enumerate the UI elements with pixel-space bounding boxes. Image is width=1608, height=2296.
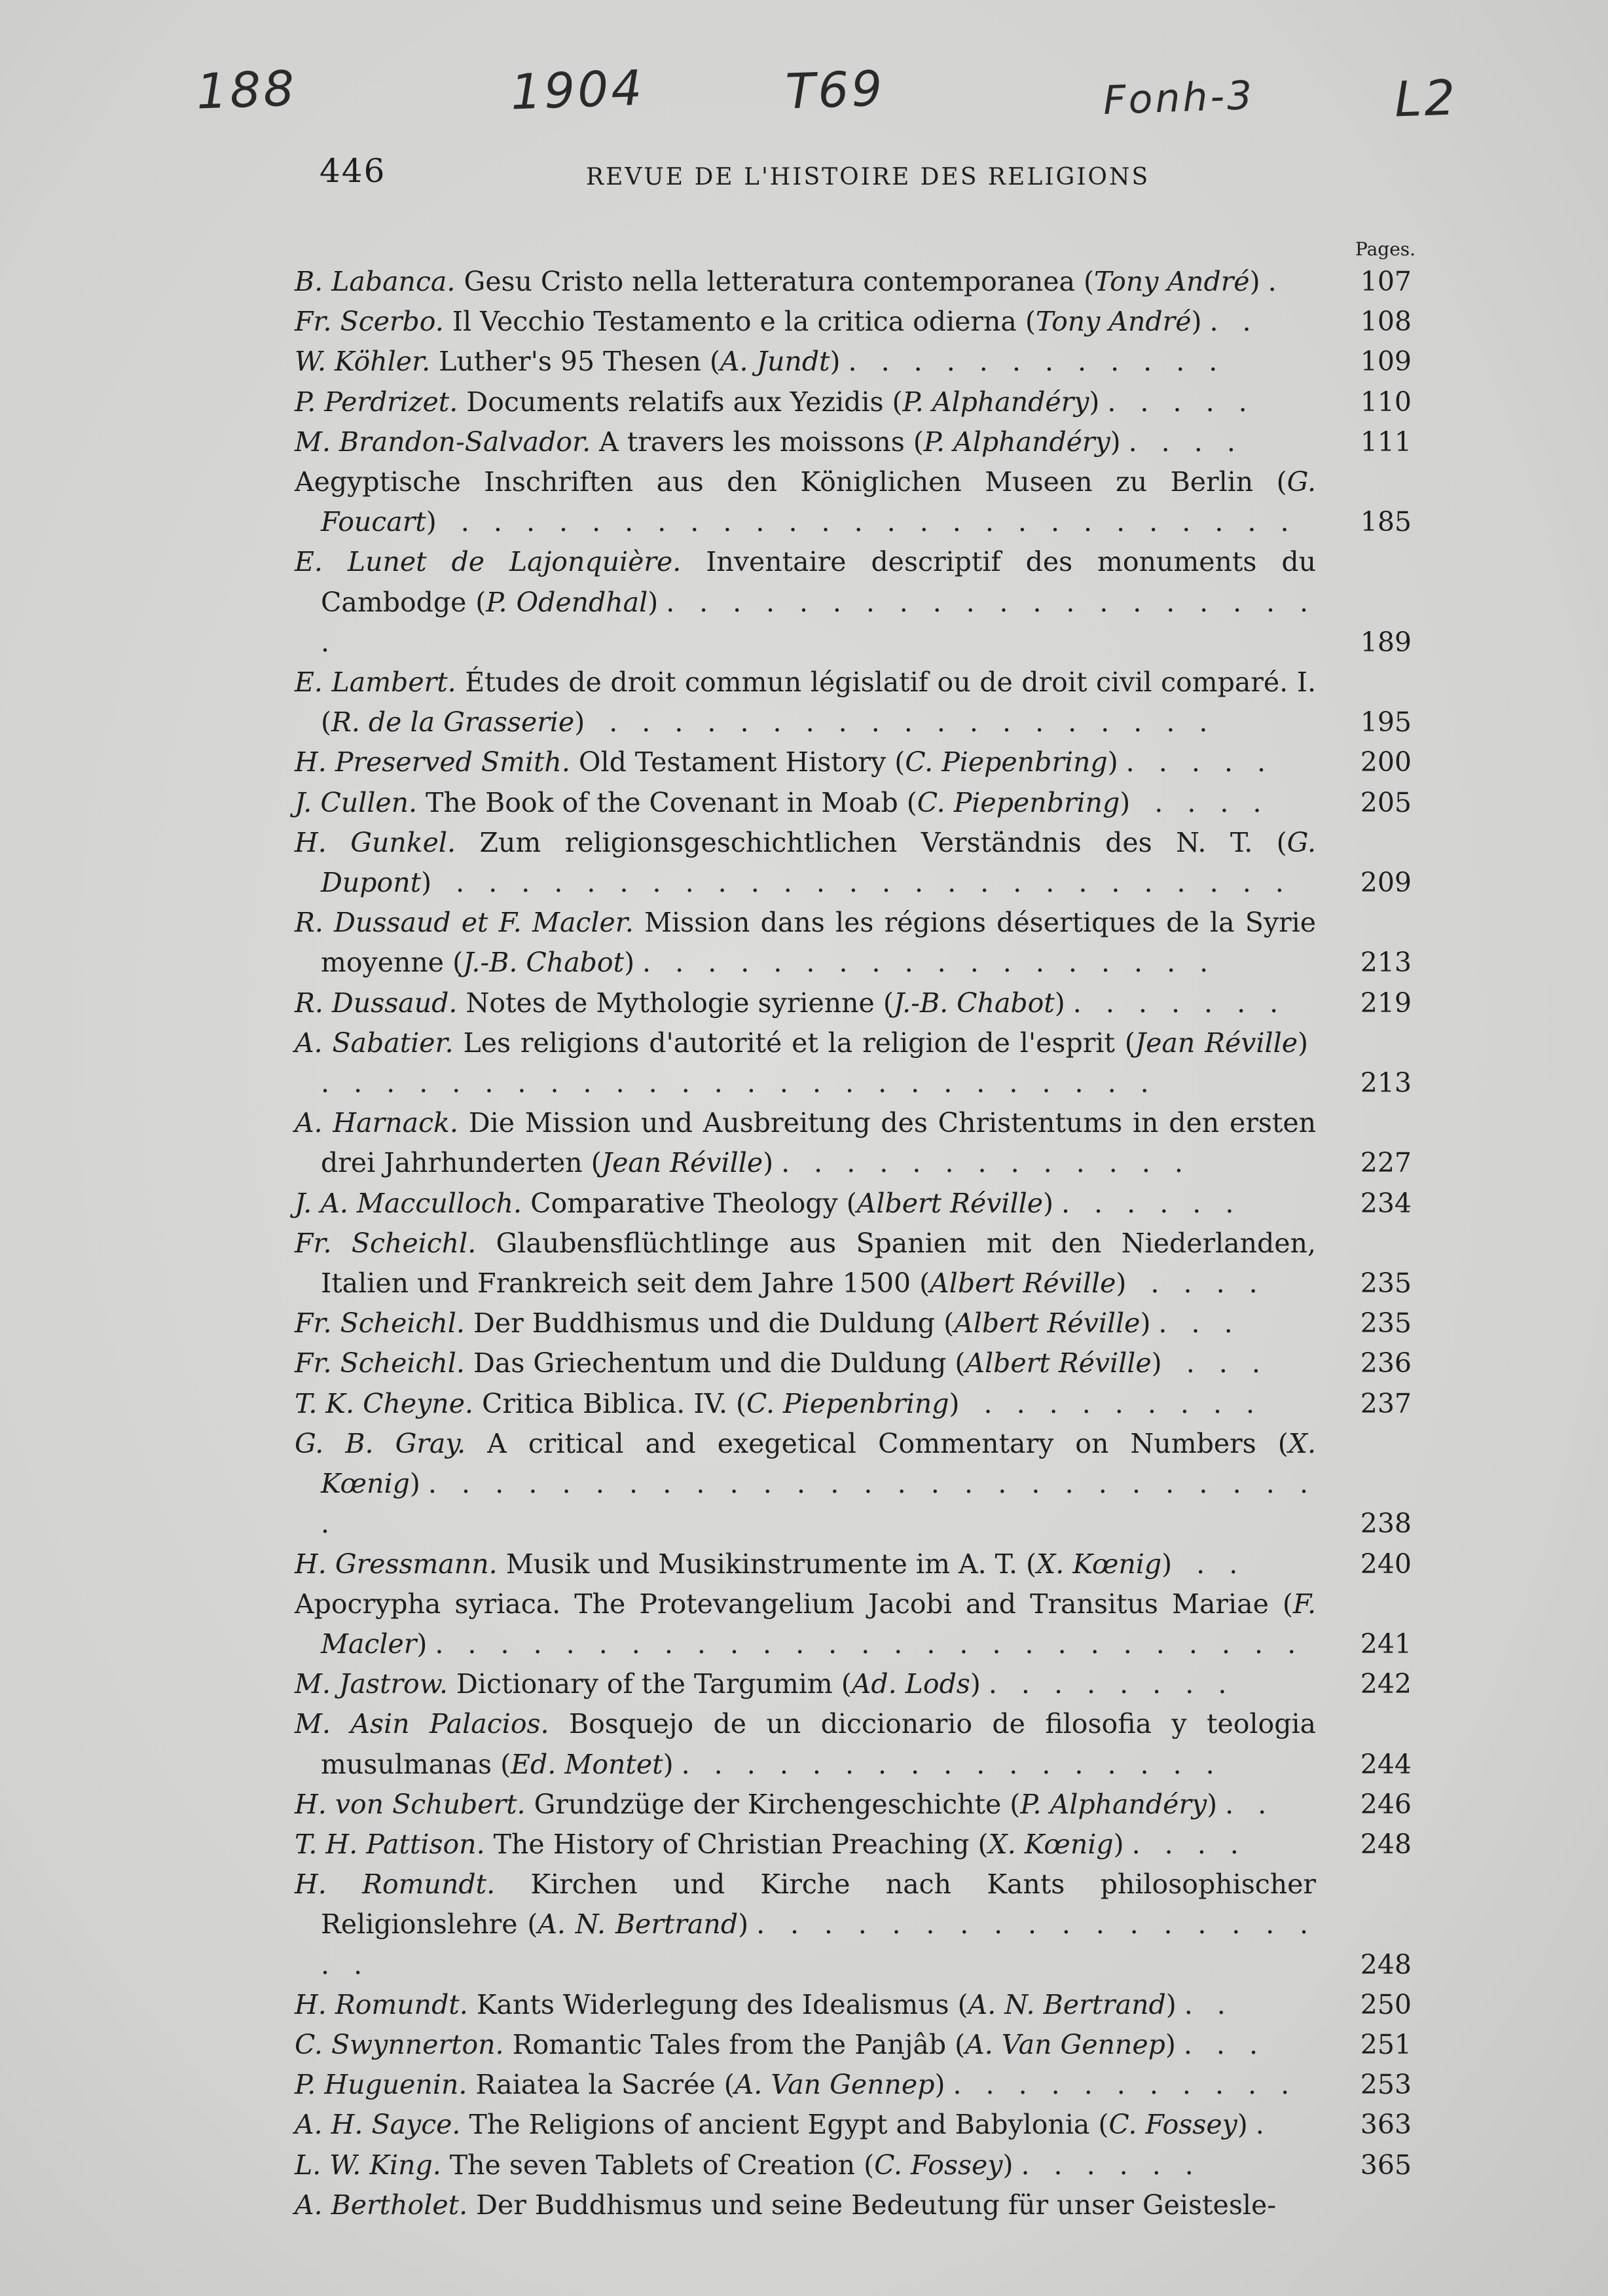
entry-page-number: 237 [1360, 1387, 1412, 1419]
entry-reviewer: C. Fossey [874, 2149, 1003, 2181]
entry-page-number: 242 [1360, 1668, 1412, 1700]
entry-title: Dictionary of the Targumim ( [448, 1668, 852, 1700]
entry-title: The seven Tablets of Creation ( [441, 2149, 875, 2181]
entry-author: A. Sabatier. [295, 1027, 454, 1059]
entry-leader: ) . . . . . . . . . . . . . . . . . . . . . . . . . . [421, 867, 1292, 899]
index-entry [295, 1103, 1421, 1183]
entry-leader: ). . . . [1110, 426, 1243, 458]
entry-author: Fr. Scheichl. [295, 1227, 477, 1259]
entry-author: P. Perdrizet. [295, 386, 458, 418]
index-entry [295, 1785, 1421, 1825]
entry-page-number: 109 [1360, 346, 1412, 378]
entry-title: Il Vecchio Testamento e la critica odierna ( [443, 306, 1036, 338]
entry-leader: ). . . . . [1107, 746, 1273, 778]
entry-leader: ). . . . . . . . [970, 1668, 1235, 1700]
index-entry [295, 1664, 1421, 1704]
entry-reviewer: J.-B. Chabot [893, 987, 1055, 1019]
entry-page-number: 253 [1360, 2069, 1412, 2101]
entry-title: Documents relatifs aux Yezidis ( [458, 386, 903, 418]
entry-page-number: 195 [1360, 706, 1412, 738]
entry-reviewer: Tony André [1094, 266, 1250, 297]
index-entry [295, 2105, 1421, 2145]
index-entry [295, 462, 1421, 542]
entry-author: M. Asin Palacios. [295, 1708, 549, 1740]
entry-title: Mission dans les régions désertiques de la Syrie moyenne ( [321, 907, 1316, 979]
handwritten-note: L2 [1393, 69, 1459, 128]
index-entry [295, 1384, 1421, 1424]
entry-page-number: 235 [1360, 1307, 1412, 1339]
entry-leader: ) . . . . . . . . . [949, 1387, 1263, 1419]
entry-title: Kants Widerlegung des Idealismus ( [467, 1988, 968, 2020]
entry-page-number: 240 [1360, 1548, 1412, 1580]
index-entry [295, 542, 1421, 663]
entry-author: J. A. Macculloch. [295, 1187, 522, 1219]
entry-author: T. H. Pattison. [295, 1828, 485, 1860]
entry-title: Zum religionsgeschichtlichen Verständnis des N. T. ( [456, 826, 1287, 858]
entry-title: Kirchen und Kirche nach Kants philosophischer Religionslehre ( [321, 1868, 1316, 1941]
review-index-list [295, 262, 1421, 2225]
entry-leader: ). . . [1165, 2028, 1266, 2060]
index-entry [295, 2185, 1421, 2225]
index-entry [295, 1184, 1421, 1224]
entry-title: Das Griechentum und die Duldung ( [464, 1347, 966, 1379]
entry-page-number: 110 [1360, 386, 1412, 418]
index-entry [295, 1023, 1421, 1103]
entry-author: Fr. Scerbo. [295, 306, 444, 338]
entry-page-number: 236 [1360, 1347, 1412, 1379]
entry-leader: ) . . . . [1116, 1267, 1266, 1300]
entry-reviewer: Albert Réville [965, 1347, 1152, 1379]
entry-author: A. H. Sayce. [295, 2109, 461, 2141]
entry-title: The Book of the Covenant in Moab ( [417, 786, 917, 818]
entry-author: J. Cullen. [295, 786, 418, 818]
entry-author: H. Romundt. [295, 1988, 468, 2020]
entry-reviewer: X. Kœnig [988, 1828, 1114, 1860]
index-entry [295, 1343, 1421, 1383]
entry-page-number: 246 [1360, 1788, 1412, 1820]
index-entry [295, 663, 1421, 742]
entry-reviewer: Ad. Lods [851, 1668, 970, 1700]
index-entry [295, 302, 1421, 342]
entry-page-number: 241 [1360, 1628, 1412, 1660]
entry-page-number: 234 [1360, 1187, 1412, 1219]
entry-title: The History of Christian Preaching ( [484, 1828, 989, 1860]
entry-leader: ). . . . . . [1002, 2149, 1201, 2181]
handwritten-note: 1904 [509, 60, 646, 121]
index-entry [295, 783, 1421, 823]
entry-reviewer: P. Alphandéry [1020, 1788, 1207, 1820]
entry-page-number: 363 [1360, 2109, 1412, 2141]
index-entry [295, 262, 1421, 302]
entry-title: Apocrypha syriaca. The Protevangelium Jacobi and Transitus Mariae ( [295, 1588, 1293, 1620]
entry-author: H. von Schubert. [295, 1788, 526, 1820]
entry-author: A. Harnack. [295, 1107, 458, 1139]
index-entry [295, 2145, 1421, 2185]
index-entry [295, 382, 1421, 422]
index-entry [295, 1825, 1421, 1865]
index-entry [295, 1544, 1421, 1584]
entry-reviewer: G. Foucart [321, 466, 1316, 538]
entry-reviewer: Ed. Montet [511, 1748, 663, 1780]
entry-reviewer: Albert Réville [856, 1187, 1043, 1219]
entry-title: Der Buddhismus und seine Bedeutung für unser Geistesle- [467, 2189, 1277, 2221]
entry-page-number: 189 [1360, 626, 1412, 658]
entry-author: Fr. Scheichl. [295, 1347, 465, 1379]
entry-leader: ) . . [1161, 1548, 1246, 1580]
index-entry [295, 1985, 1421, 2025]
entry-reviewer: A. Jundt [720, 346, 830, 378]
entry-reviewer: A. N. Bertrand [538, 1908, 739, 1941]
entry-title: Luther's 95 Thesen ( [430, 346, 720, 378]
entry-page-number: 185 [1360, 506, 1412, 538]
entry-leader: ). . . . . . . . . . . . . . . . . [663, 1748, 1222, 1780]
entry-title: Aegyptische Inschriften aus den Königlichen Museen zu Berlin ( [295, 466, 1287, 498]
entry-title: Comparative Theology ( [522, 1187, 857, 1219]
entry-title: The Religions of ancient Egypt and Babylonia ( [460, 2109, 1109, 2141]
entry-page-number: 248 [1360, 1948, 1412, 1980]
entry-title: Critica Biblica. IV. ( [473, 1387, 747, 1419]
entry-title: A critical and exegetical Commentary on Numbers ( [466, 1427, 1288, 1459]
entry-reviewer: F. Macler [321, 1588, 1316, 1660]
entry-page-number: 248 [1360, 1828, 1412, 1860]
entry-reviewer: A. Van Gennep [734, 2069, 935, 2101]
entry-reviewer: Jean Réville [601, 1147, 763, 1179]
entry-title: Glaubensflüchtlinge aus Spanien mit den Niederlanden, Italien und Frankreich seit dem Jahre 1500 ( [321, 1227, 1316, 1300]
entry-page-number: 200 [1360, 746, 1412, 778]
entry-leader: ) . . . . . . . . . . . . . . . . . . . [574, 706, 1216, 738]
entry-leader: ). . . . . . [1043, 1187, 1242, 1219]
entry-reviewer: A. N. Bertrand [968, 1988, 1166, 2020]
entry-leader: ). . . [1140, 1307, 1241, 1339]
entry-author: A. Bertholet. [295, 2189, 468, 2221]
entry-author: R. Dussaud. [295, 987, 458, 1019]
entry-title: Grundzüge der Kirchengeschichte ( [525, 1788, 1021, 1820]
entry-title: Études de droit commun législatif ou de droit civil comparé. I. ( [321, 666, 1316, 738]
running-title: REVUE DE L'HISTOIRE DES RELIGIONS [586, 164, 1150, 191]
entry-title: Old Testament History ( [570, 746, 905, 778]
page-number: 446 [320, 152, 386, 190]
index-entry [295, 903, 1421, 983]
index-entry [295, 2025, 1421, 2065]
index-entry [295, 1865, 1421, 1985]
index-entry [295, 1303, 1421, 1343]
entry-page-number: 213 [1360, 947, 1412, 979]
entry-leader: ). . . . [1113, 1828, 1247, 1860]
entry-author: B. Labanca. [295, 266, 456, 297]
entry-page-number: 227 [1360, 1147, 1412, 1179]
index-entry [295, 983, 1421, 1023]
handwritten-note: Fonh-3 [1102, 72, 1256, 124]
entry-leader: ). [1237, 2109, 1272, 2141]
entry-title: Gesu Cristo nella letteratura contemporanea ( [455, 266, 1094, 297]
entry-author: Fr. Scheichl. [295, 1307, 465, 1339]
index-entry [295, 823, 1421, 903]
handwritten-note: T69 [784, 60, 886, 120]
entry-title: Inventaire descriptif des monuments du Cambodge ( [321, 546, 1316, 618]
entry-reviewer: X. Kœnig [1036, 1548, 1162, 1580]
entry-leader: ). . [1191, 306, 1259, 338]
entry-author: T. K. Cheyne. [295, 1387, 473, 1419]
entry-leader: ). . . . . . . [1054, 987, 1287, 1019]
entry-leader: ) . . . [1151, 1347, 1268, 1379]
handwritten-note: 188 [195, 60, 298, 120]
entry-reviewer: Albert Réville [954, 1307, 1141, 1339]
entry-reviewer: C. Fossey [1108, 2109, 1237, 2141]
index-entry [295, 342, 1421, 382]
entry-page-number: 235 [1360, 1267, 1412, 1300]
entry-page-number: 213 [1360, 1067, 1412, 1099]
entry-reviewer: G. Dupont [321, 826, 1316, 899]
entry-author: M. Brandon-Salvador. [295, 426, 591, 458]
entry-page-number: 205 [1360, 786, 1412, 818]
entry-reviewer: Tony André [1035, 306, 1192, 338]
entry-leader: ). . . . . . . . . . . . . . . . . . [624, 947, 1216, 979]
entry-leader: ). . . . . . . . . . . . . . . . . . . . . . . . . . . . [321, 1468, 1316, 1540]
entry-reviewer: X. Kœnig [321, 1427, 1316, 1500]
entry-author: L. W. King. [295, 2149, 441, 2181]
entry-title: A travers les moissons ( [591, 426, 924, 458]
entry-reviewer: Albert Réville [930, 1267, 1116, 1300]
entry-author: W. Köhler. [295, 346, 431, 378]
entry-leader: ). . . . . . . . . . . . [830, 346, 1226, 378]
entry-leader: ). . . . . . . . . . . . . . . . . . . . . . . . . . . [416, 1628, 1304, 1660]
entry-author: H. Romundt. [295, 1868, 496, 1901]
entry-title: Les religions d'autorité et la religion de l'esprit ( [453, 1027, 1135, 1059]
entry-leader: ) . . . . [1120, 786, 1270, 818]
entry-title: Musik und Musikinstrumente im A. T. ( [497, 1548, 1037, 1580]
entry-leader: ). . . . . . . . . . . . . . . . . . . . . [321, 586, 1316, 658]
entry-leader: ) . . . . . . . . . . . . . . . . . . . . . . . . . . [321, 1027, 1317, 1099]
entry-title: Raiatea la Sacrée ( [467, 2069, 735, 2101]
entry-page-number: 111 [1360, 426, 1412, 458]
entry-reviewer: J.-B. Chabot [463, 947, 625, 979]
entry-reviewer: P. Odendhal [486, 586, 648, 618]
index-entry [295, 422, 1421, 462]
entry-author: P. Huguenin. [295, 2069, 467, 2101]
index-entry [295, 2065, 1421, 2105]
entry-title: Die Mission und Ausbreitung des Christentums in den ersten drei Jahrhunderten ( [321, 1107, 1316, 1179]
entry-author: E. Lunet de Lajonquière. [295, 546, 682, 578]
entry-page-number: 219 [1360, 987, 1412, 1019]
entry-leader: ). . . . . . . . . . . . . . . . . . . [321, 1908, 1316, 1980]
index-entry [295, 1704, 1421, 1784]
pages-column-label: Pages. [1355, 238, 1416, 260]
entry-reviewer: A. Van Gennep [965, 2028, 1165, 2060]
entry-leader: ). . . . . [1089, 386, 1255, 418]
entry-page-number: 250 [1360, 1988, 1412, 2020]
entry-reviewer: P. Alphandéry [923, 426, 1110, 458]
entry-leader: ) . . . . . . . . . . . . . . . . . . . . . . . . . . [426, 506, 1297, 538]
entry-author: H. Preserved Smith. [295, 746, 570, 778]
entry-author: G. B. Gray. [295, 1427, 466, 1459]
entry-page-number: 107 [1360, 266, 1412, 297]
entry-leader: ). . . . . . . . . . . [934, 2069, 1298, 2101]
entry-title: Bosquejo de un diccionario de filosofia y teologia musulmanas ( [321, 1708, 1316, 1780]
entry-reviewer: C. Piepenbring [905, 746, 1108, 778]
entry-page-number: 251 [1360, 2028, 1412, 2060]
entry-page-number: 365 [1360, 2149, 1412, 2181]
entry-reviewer: R. de la Grasserie [331, 706, 575, 738]
entry-title: Notes de Mythologie syrienne ( [457, 987, 894, 1019]
entry-leader: ). . [1165, 1988, 1233, 2020]
entry-page-number: 209 [1360, 867, 1412, 899]
entry-reviewer: C. Piepenbring [917, 786, 1120, 818]
entry-reviewer: P. Alphandéry [902, 386, 1089, 418]
entry-author: E. Lambert. [295, 666, 456, 699]
entry-author: R. Dussaud et F. Macler. [295, 907, 634, 939]
index-entry [295, 1584, 1421, 1664]
entry-author: M. Jastrow. [295, 1668, 448, 1700]
entry-author: H. Gressmann. [295, 1548, 498, 1580]
index-entry [295, 1424, 1421, 1544]
entry-title: Romantic Tales from the Panjâb ( [503, 2028, 966, 2060]
index-entry [295, 742, 1421, 782]
entry-reviewer: C. Piepenbring [746, 1387, 949, 1419]
index-entry [295, 1224, 1421, 1303]
entry-leader: ). . . . . . . . . . . . . [763, 1147, 1191, 1179]
entry-title: Der Buddhismus und die Duldung ( [464, 1307, 955, 1339]
entry-page-number: 244 [1360, 1748, 1412, 1780]
entry-author: C. Swynnerton. [295, 2028, 504, 2060]
entry-reviewer: Jean Réville [1135, 1027, 1298, 1059]
entry-author: H. Gunkel. [295, 826, 456, 858]
entry-page-number: 108 [1360, 306, 1412, 338]
entry-leader: ). [1249, 266, 1285, 297]
entry-page-number: 238 [1360, 1508, 1412, 1540]
entry-leader: ). . [1207, 1788, 1275, 1820]
